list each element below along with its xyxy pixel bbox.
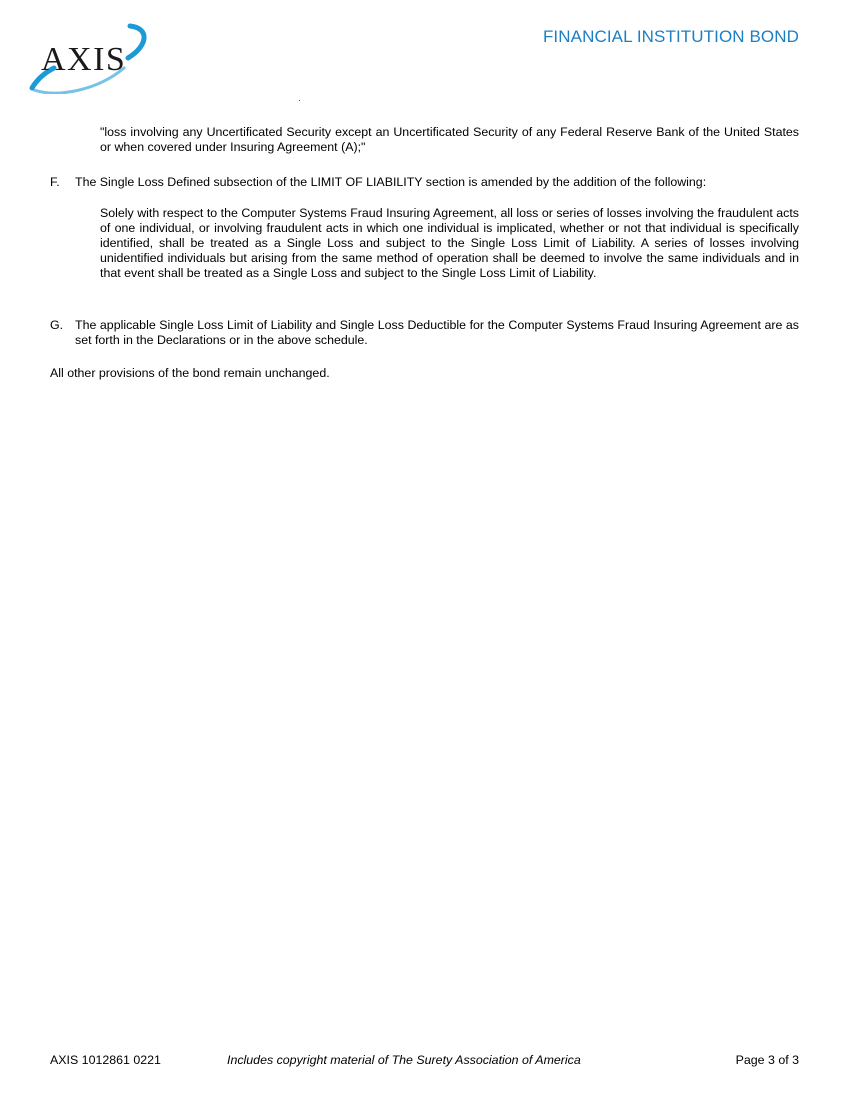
page-footer	[50, 1053, 799, 1069]
closing-statement: All other provisions of the bond remain unchanged.	[50, 366, 330, 380]
item-f-letter: F.	[50, 175, 60, 189]
item-f-sub-paragraph: Solely with respect to the Computer Systems Fraud Insuring Agreement, all loss or series of losses involving the fraudulent acts of one individual, or involving fraudulent acts in which one individual is implicated, whether or not that individual is specifically identified, shall be treated as a Single Loss and subject to the Single Loss Limit of Liability. A series of losses involving unidentified individuals but arising from the same method of operation shall be deemed to involve the same individuals and in that event shall be treated as a Single Loss and subject to the Single Loss Limit of Liability.	[100, 206, 799, 280]
scan-dot	[299, 100, 300, 101]
axis-logo	[28, 20, 150, 94]
copyright-notice: Includes copyright material of The Surety Association of America	[227, 1053, 581, 1067]
quoted-exclusion-paragraph: "loss involving any Uncertificated Security except an Uncertificated Security of any Federal Reserve Bank of the United States or when covered under Insuring Agreement (A);"	[100, 125, 799, 154]
item-g-text: The applicable Single Loss Limit of Liability and Single Loss Deductible for the Computer Systems Fraud Insuring Agreement are as set forth in the Declarations or in the above schedule.	[75, 318, 799, 347]
item-f-text: The Single Loss Defined subsection of the LIMIT OF LIABILITY section is amended by the addition of the following:	[75, 175, 707, 189]
document-title: FINANCIAL INSTITUTION BOND	[542, 27, 799, 46]
page-number: Page 3 of 3	[735, 1053, 799, 1067]
form-number: AXIS 1012861 0221	[50, 1053, 161, 1067]
item-g-letter: G.	[50, 318, 64, 332]
axis-logo-icon	[28, 20, 150, 94]
logo-wordmark: AXIS	[41, 41, 127, 78]
item-f	[50, 175, 799, 190]
item-g	[50, 318, 799, 348]
